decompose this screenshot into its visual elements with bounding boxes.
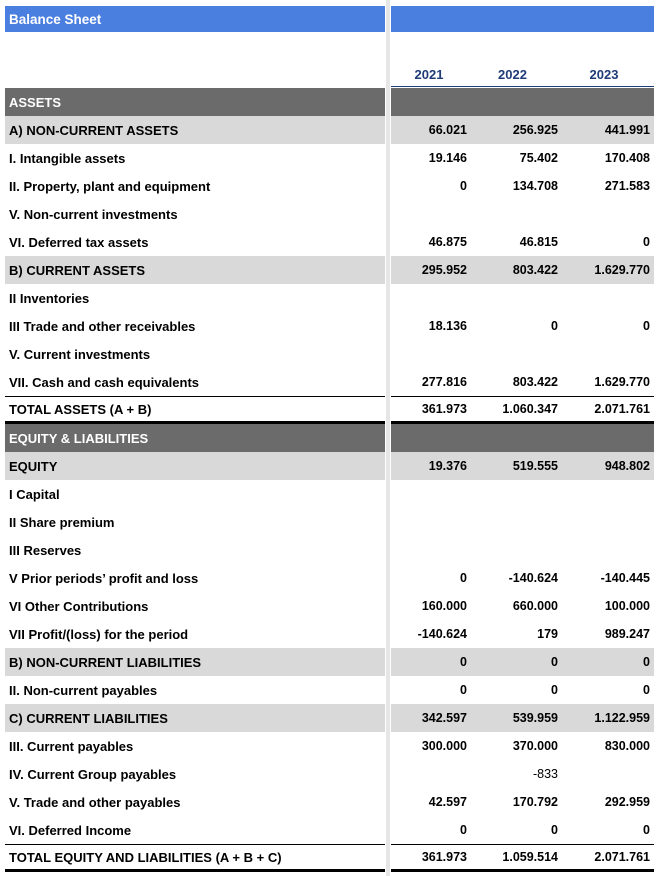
year-2023: 2023 xyxy=(589,66,619,82)
row-label-text: I. Intangible assets xyxy=(9,150,126,166)
cell-2023: 2.071.761 xyxy=(594,402,650,416)
row-values xyxy=(391,816,654,844)
cell-2021: 361.973 xyxy=(421,850,467,864)
row-values xyxy=(391,228,654,256)
row-values xyxy=(391,844,654,872)
row-label-text: EQUITY & LIABILITIES xyxy=(9,430,149,446)
cell-2021: 0 xyxy=(460,823,467,837)
row-label xyxy=(5,144,385,172)
row-values xyxy=(391,396,654,424)
cell-2023: 0 xyxy=(643,655,650,669)
row-label xyxy=(5,676,385,704)
row-values xyxy=(391,788,654,816)
row-label xyxy=(5,844,385,872)
cell-2021: 295.952 xyxy=(421,263,467,277)
row-label-text: VII. Cash and cash equivalents xyxy=(9,374,200,390)
row-label-text: B) CURRENT ASSETS xyxy=(9,262,146,278)
cell-2021: 277.816 xyxy=(421,375,467,389)
row-label-text: I Capital xyxy=(9,486,60,502)
row-label xyxy=(5,816,385,844)
cell-2022: 803.422 xyxy=(512,263,558,277)
cell-2023: 1.122.959 xyxy=(594,711,650,725)
row-label-text: A) NON-CURRENT ASSETS xyxy=(9,122,179,138)
cell-2022: 134.708 xyxy=(512,179,558,193)
row-label-text: II Inventories xyxy=(9,290,90,306)
cell-2021: 0 xyxy=(460,571,467,585)
row-label-text: TOTAL EQUITY AND LIABILITIES (A + B + C) xyxy=(9,849,282,865)
cell-2023: 0 xyxy=(643,683,650,697)
cell-2021: 46.875 xyxy=(428,235,467,249)
cell-2021: 42.597 xyxy=(428,795,467,809)
cell-2021: 0 xyxy=(460,179,467,193)
row-values xyxy=(391,508,654,536)
row-label-text: V Prior periods’ profit and loss xyxy=(9,570,199,586)
cell-2022: 0 xyxy=(551,319,558,333)
year-2021: 2021 xyxy=(414,66,444,82)
row-label xyxy=(5,396,385,424)
row-label xyxy=(5,424,385,452)
row-values xyxy=(391,200,654,228)
cell-2023: 100.000 xyxy=(604,599,650,613)
row-labels xyxy=(5,0,385,876)
row-label xyxy=(5,312,385,340)
row-values xyxy=(391,424,654,452)
cell-2023: 271.583 xyxy=(604,179,650,193)
row-values xyxy=(391,256,654,284)
row-label-text: V. Current investments xyxy=(9,346,151,362)
row-label-text: V. Trade and other payables xyxy=(9,794,181,810)
row-values xyxy=(391,0,654,876)
row-label-text: TOTAL ASSETS (A + B) xyxy=(9,401,152,417)
row-values xyxy=(391,312,654,340)
row-label xyxy=(5,284,385,312)
cell-2022: -140.624 xyxy=(508,571,558,585)
cell-2023: 830.000 xyxy=(604,739,650,753)
cell-2022: 75.402 xyxy=(519,151,558,165)
row-values xyxy=(391,676,654,704)
cell-2023: 2.071.761 xyxy=(594,850,650,864)
row-label-text: C) CURRENT LIABILITIES xyxy=(9,710,168,726)
row-values xyxy=(391,340,654,368)
row-values xyxy=(391,284,654,312)
row-label-text: VI Other Contributions xyxy=(9,598,149,614)
cell-2023: -140.445 xyxy=(600,571,650,585)
cell-2021: 19.376 xyxy=(428,459,467,473)
cell-2023: 1.629.770 xyxy=(594,263,650,277)
row-values xyxy=(391,620,654,648)
cell-2022: 370.000 xyxy=(512,739,558,753)
row-label xyxy=(5,732,385,760)
row-label xyxy=(5,592,385,620)
row-values xyxy=(391,88,654,116)
row-label xyxy=(5,760,385,788)
cell-2021: 361.973 xyxy=(421,402,467,416)
cell-2021: 19.146 xyxy=(428,151,467,165)
cell-2023: 170.408 xyxy=(604,151,650,165)
row-values xyxy=(391,536,654,564)
row-label xyxy=(5,648,385,676)
column-divider xyxy=(386,0,390,876)
row-values xyxy=(391,368,654,396)
cell-2023: 989.247 xyxy=(604,627,650,641)
row-label xyxy=(5,480,385,508)
cell-2022: 539.959 xyxy=(512,711,558,725)
row-values xyxy=(391,592,654,620)
row-values xyxy=(391,760,654,788)
cell-2022: 0 xyxy=(551,655,558,669)
cell-2021: 160.000 xyxy=(421,599,467,613)
row-values xyxy=(391,116,654,144)
cell-2022: 1.059.514 xyxy=(502,850,558,864)
row-label xyxy=(5,172,385,200)
row-label-text: III Reserves xyxy=(9,542,82,558)
row-label-text: II Share premium xyxy=(9,514,115,530)
cell-2023: 0 xyxy=(643,235,650,249)
cell-2022: 46.815 xyxy=(519,235,558,249)
row-label xyxy=(5,620,385,648)
cell-2023: 948.802 xyxy=(604,459,650,473)
row-label xyxy=(5,368,385,396)
row-label xyxy=(5,88,385,116)
cell-2022: 660.000 xyxy=(512,599,558,613)
row-values xyxy=(391,452,654,480)
row-label xyxy=(5,116,385,144)
row-values xyxy=(391,144,654,172)
row-label-text: EQUITY xyxy=(9,458,58,474)
row-label xyxy=(5,452,385,480)
row-label-text: V. Non-current investments xyxy=(9,206,178,222)
row-label-text: B) NON-CURRENT LIABILITIES xyxy=(9,654,202,670)
row-values xyxy=(391,732,654,760)
cell-2023: 1.629.770 xyxy=(594,375,650,389)
row-label-text: VI. Deferred Income xyxy=(9,822,132,838)
row-values xyxy=(391,704,654,732)
cell-2021: 342.597 xyxy=(421,711,467,725)
row-values xyxy=(391,648,654,676)
cell-2021: 18.136 xyxy=(428,319,467,333)
row-label-text: VI. Deferred tax assets xyxy=(9,234,149,250)
row-values xyxy=(391,564,654,592)
row-values xyxy=(391,480,654,508)
year-2022: 2022 xyxy=(498,66,527,82)
cell-2021: 0 xyxy=(460,655,467,669)
row-label xyxy=(5,508,385,536)
row-label xyxy=(5,340,385,368)
row-label xyxy=(5,704,385,732)
row-label-text: IV. Current Group payables xyxy=(9,766,177,782)
cell-2022: 170.792 xyxy=(512,795,558,809)
row-label-text: II. Non-current payables xyxy=(9,682,158,698)
cell-2021: -140.624 xyxy=(417,627,467,641)
cell-2022: 256.925 xyxy=(512,123,558,137)
row-label-text: ASSETS xyxy=(9,94,62,110)
cell-2022: 179 xyxy=(537,627,558,641)
row-label xyxy=(5,228,385,256)
row-label-text: III Trade and other receivables xyxy=(9,318,196,334)
cell-2022: 0 xyxy=(551,683,558,697)
row-label-text: II. Property, plant and equipment xyxy=(9,178,211,194)
row-label xyxy=(5,536,385,564)
row-label-text: VII Profit/(loss) for the period xyxy=(9,626,189,642)
row-label xyxy=(5,788,385,816)
row-label xyxy=(5,256,385,284)
cell-2022: 1.060.347 xyxy=(502,402,558,416)
cell-2023: 441.991 xyxy=(604,123,650,137)
cell-2022: 0 xyxy=(551,823,558,837)
cell-2023: 0 xyxy=(643,319,650,333)
sheet-title: Balance Sheet xyxy=(9,11,102,27)
row-label xyxy=(5,564,385,592)
cell-2023: 0 xyxy=(643,823,650,837)
cell-2022: -833 xyxy=(532,767,558,781)
row-label-text: III. Current payables xyxy=(9,738,134,754)
cell-2022: 803.422 xyxy=(512,375,558,389)
row-values xyxy=(391,172,654,200)
cell-2021: 300.000 xyxy=(421,739,467,753)
row-label xyxy=(5,200,385,228)
cell-2021: 0 xyxy=(460,683,467,697)
cell-2022: 519.555 xyxy=(512,459,558,473)
cell-2023: 292.959 xyxy=(604,795,650,809)
cell-2021: 66.021 xyxy=(428,123,467,137)
